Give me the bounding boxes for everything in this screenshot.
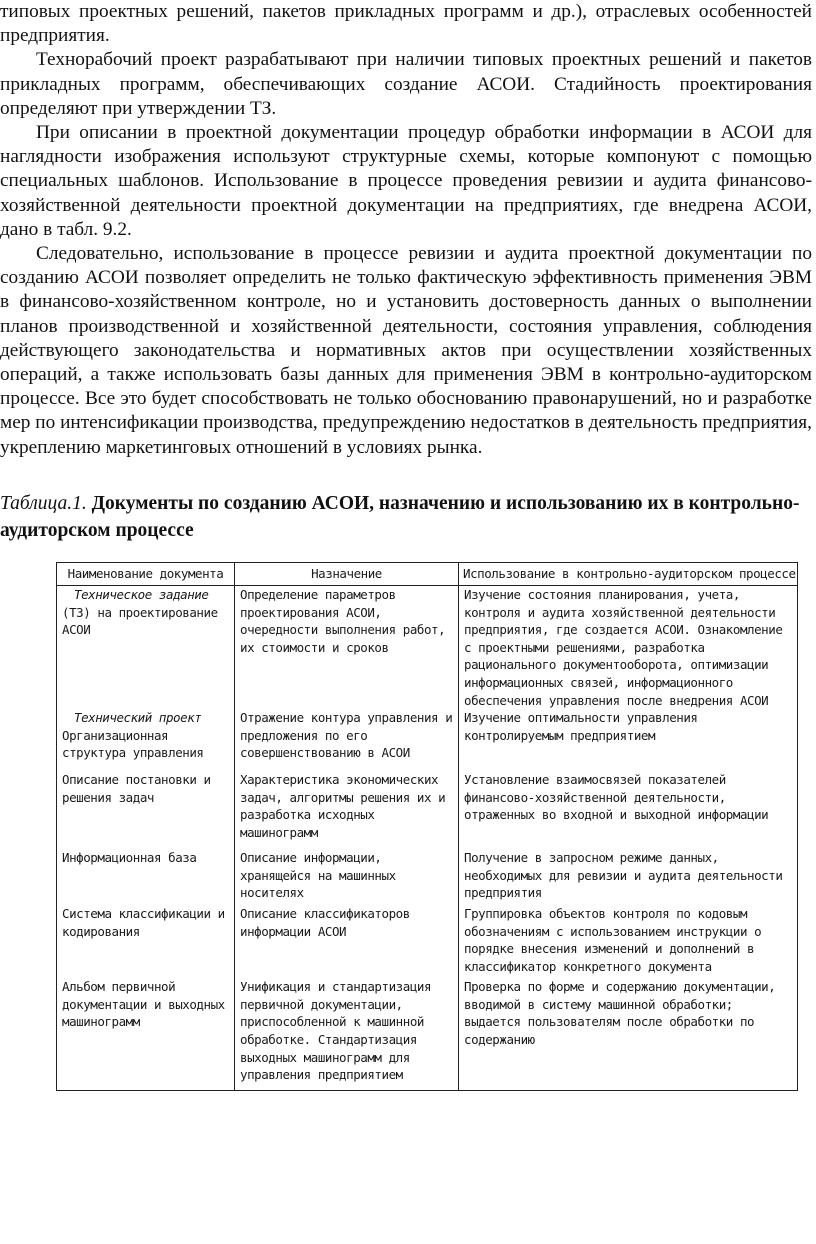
documents-table — [56, 562, 798, 1091]
table-row — [57, 709, 798, 771]
table-caption-title: Документы по созданию АСОИ, назначению и использованию их в контрольно-аудиторском процессе — [0, 493, 800, 541]
section-label: Технический проект — [74, 710, 202, 726]
cell-document-name: Информационная база — [57, 849, 235, 905]
cell-purpose: Определение параметров проектирования АСОИ, очередности выполнения работ, их стоимости и сроков — [235, 586, 459, 710]
paragraph: Следовательно, использование в процессе ревизии и аудита проектной документации по созданию АСОИ позволяет определить не только фактическую эффективность применения ЭВМ в финансово-хозяйственном контроле, но и установить достоверность данных о выполнении планов производственной и хозяйственной деятельности, состояния управления, соблюдения действующего законодательства и нормативных актов при осуществлении хозяйственных операций, а также использовать базы данных для применения ЭВМ в контрольно-аудиторском процессе. Все это будет способствовать не только обоснованию правонарушений, но и разработке мер по интенсификации производства, предупреждению недостатков в деятельность предприятия, укреплению маркетинговых отношений в условиях рынка. — [0, 243, 812, 458]
paragraph: При описании в проектной документации процедур обработки информации в АСОИ для наглядности изображения используют структурные схемы, которые компонуют с помощью специальных шаблонов. Использование в процессе проведения ревизии и аудита финансово-хозяйственной деятельности проектной документации на предприятиях, где внедрена АСОИ, дано в табл. 9.2. — [0, 122, 812, 240]
table-row — [57, 905, 798, 978]
cell-document-name: Система классификации и кодирования — [57, 905, 235, 978]
cell-document-name: Описание постановки и решения задач — [57, 771, 235, 849]
cell-usage: Группировка объектов контроля по кодовым обозначениям с использованием инструкции о порядке внесения изменений и дополнений в классификатор конкретного документа — [459, 905, 798, 978]
header-document-name: Наименование документа — [57, 563, 235, 586]
header-purpose: Назначение — [235, 563, 459, 586]
table-row — [57, 586, 798, 710]
table-caption-label: Таблица.1. — [0, 493, 87, 514]
cell-purpose: Описание информации, хранящейся на машинных носителях — [235, 849, 459, 905]
table-row — [57, 771, 798, 849]
section-label: Техническое задание — [74, 587, 209, 602]
cell-usage: Установление взаимосвязей показателей финансово-хозяйственной деятельности, отраженных во входной и выходной информации — [459, 771, 798, 849]
cell-purpose: Отражение контура управления и предложения по его совершенствованию в АСОИ — [235, 709, 459, 771]
cell-document-name — [57, 709, 235, 771]
cell-usage: Получение в запросном режиме данных, необходимых для ревизии и аудита деятельности предприятия — [459, 849, 798, 905]
cell-usage: Изучение оптимальности управления контролируемым предприятием — [459, 709, 798, 771]
header-usage: Использование в контрольно-аудиторском процессе — [459, 563, 798, 586]
table-row — [57, 978, 798, 1091]
cell-purpose: Унификация и стандартизация первичной документации, приспособленной к машинной обработке. Стандартизация выходных машинограмм для управления предприятием — [235, 978, 459, 1091]
cell-document-name — [57, 586, 235, 710]
body-text — [0, 0, 812, 460]
paragraph: Технорабочий проект разрабатывают при наличии типовых проектных решений и пакетов прикладных программ, обеспечивающих создание АСОИ. Стадийность проектирования определяют при утверждении ТЗ. — [0, 49, 812, 119]
cell-usage: Проверка по форме и содержанию документации, вводимой в систему машинной обработки; выдается пользователям после обработки по содержанию — [459, 978, 798, 1091]
table-row — [57, 849, 798, 905]
cell-purpose: Характеристика экономических задач, алгоритмы решения их и разработка исходных машинограмм — [235, 771, 459, 849]
document-name: Организационная структура управления — [62, 727, 204, 761]
document-name: (ТЗ) на проектирование АСОИ — [62, 604, 218, 638]
cell-purpose: Описание классификаторов информации АСОИ — [235, 905, 459, 978]
table-caption — [0, 490, 812, 544]
cell-usage: Изучение состояния планирования, учета, контроля и аудита хозяйственной деятельности предприятия, где создается АСОИ. Ознакомление с проектными решениями, разработка рационального документооборота, оптимизации информационных связей, информационного обеспечения управления после внедрения АСОИ — [459, 586, 798, 710]
paragraph-continuation: типовых проектных решений, пакетов прикладных программ и др.), отраслевых особенностей предприятия. — [0, 1, 812, 47]
cell-document-name: Альбом первичной документации и выходных машинограмм — [57, 978, 235, 1091]
table-header-row — [57, 563, 798, 586]
